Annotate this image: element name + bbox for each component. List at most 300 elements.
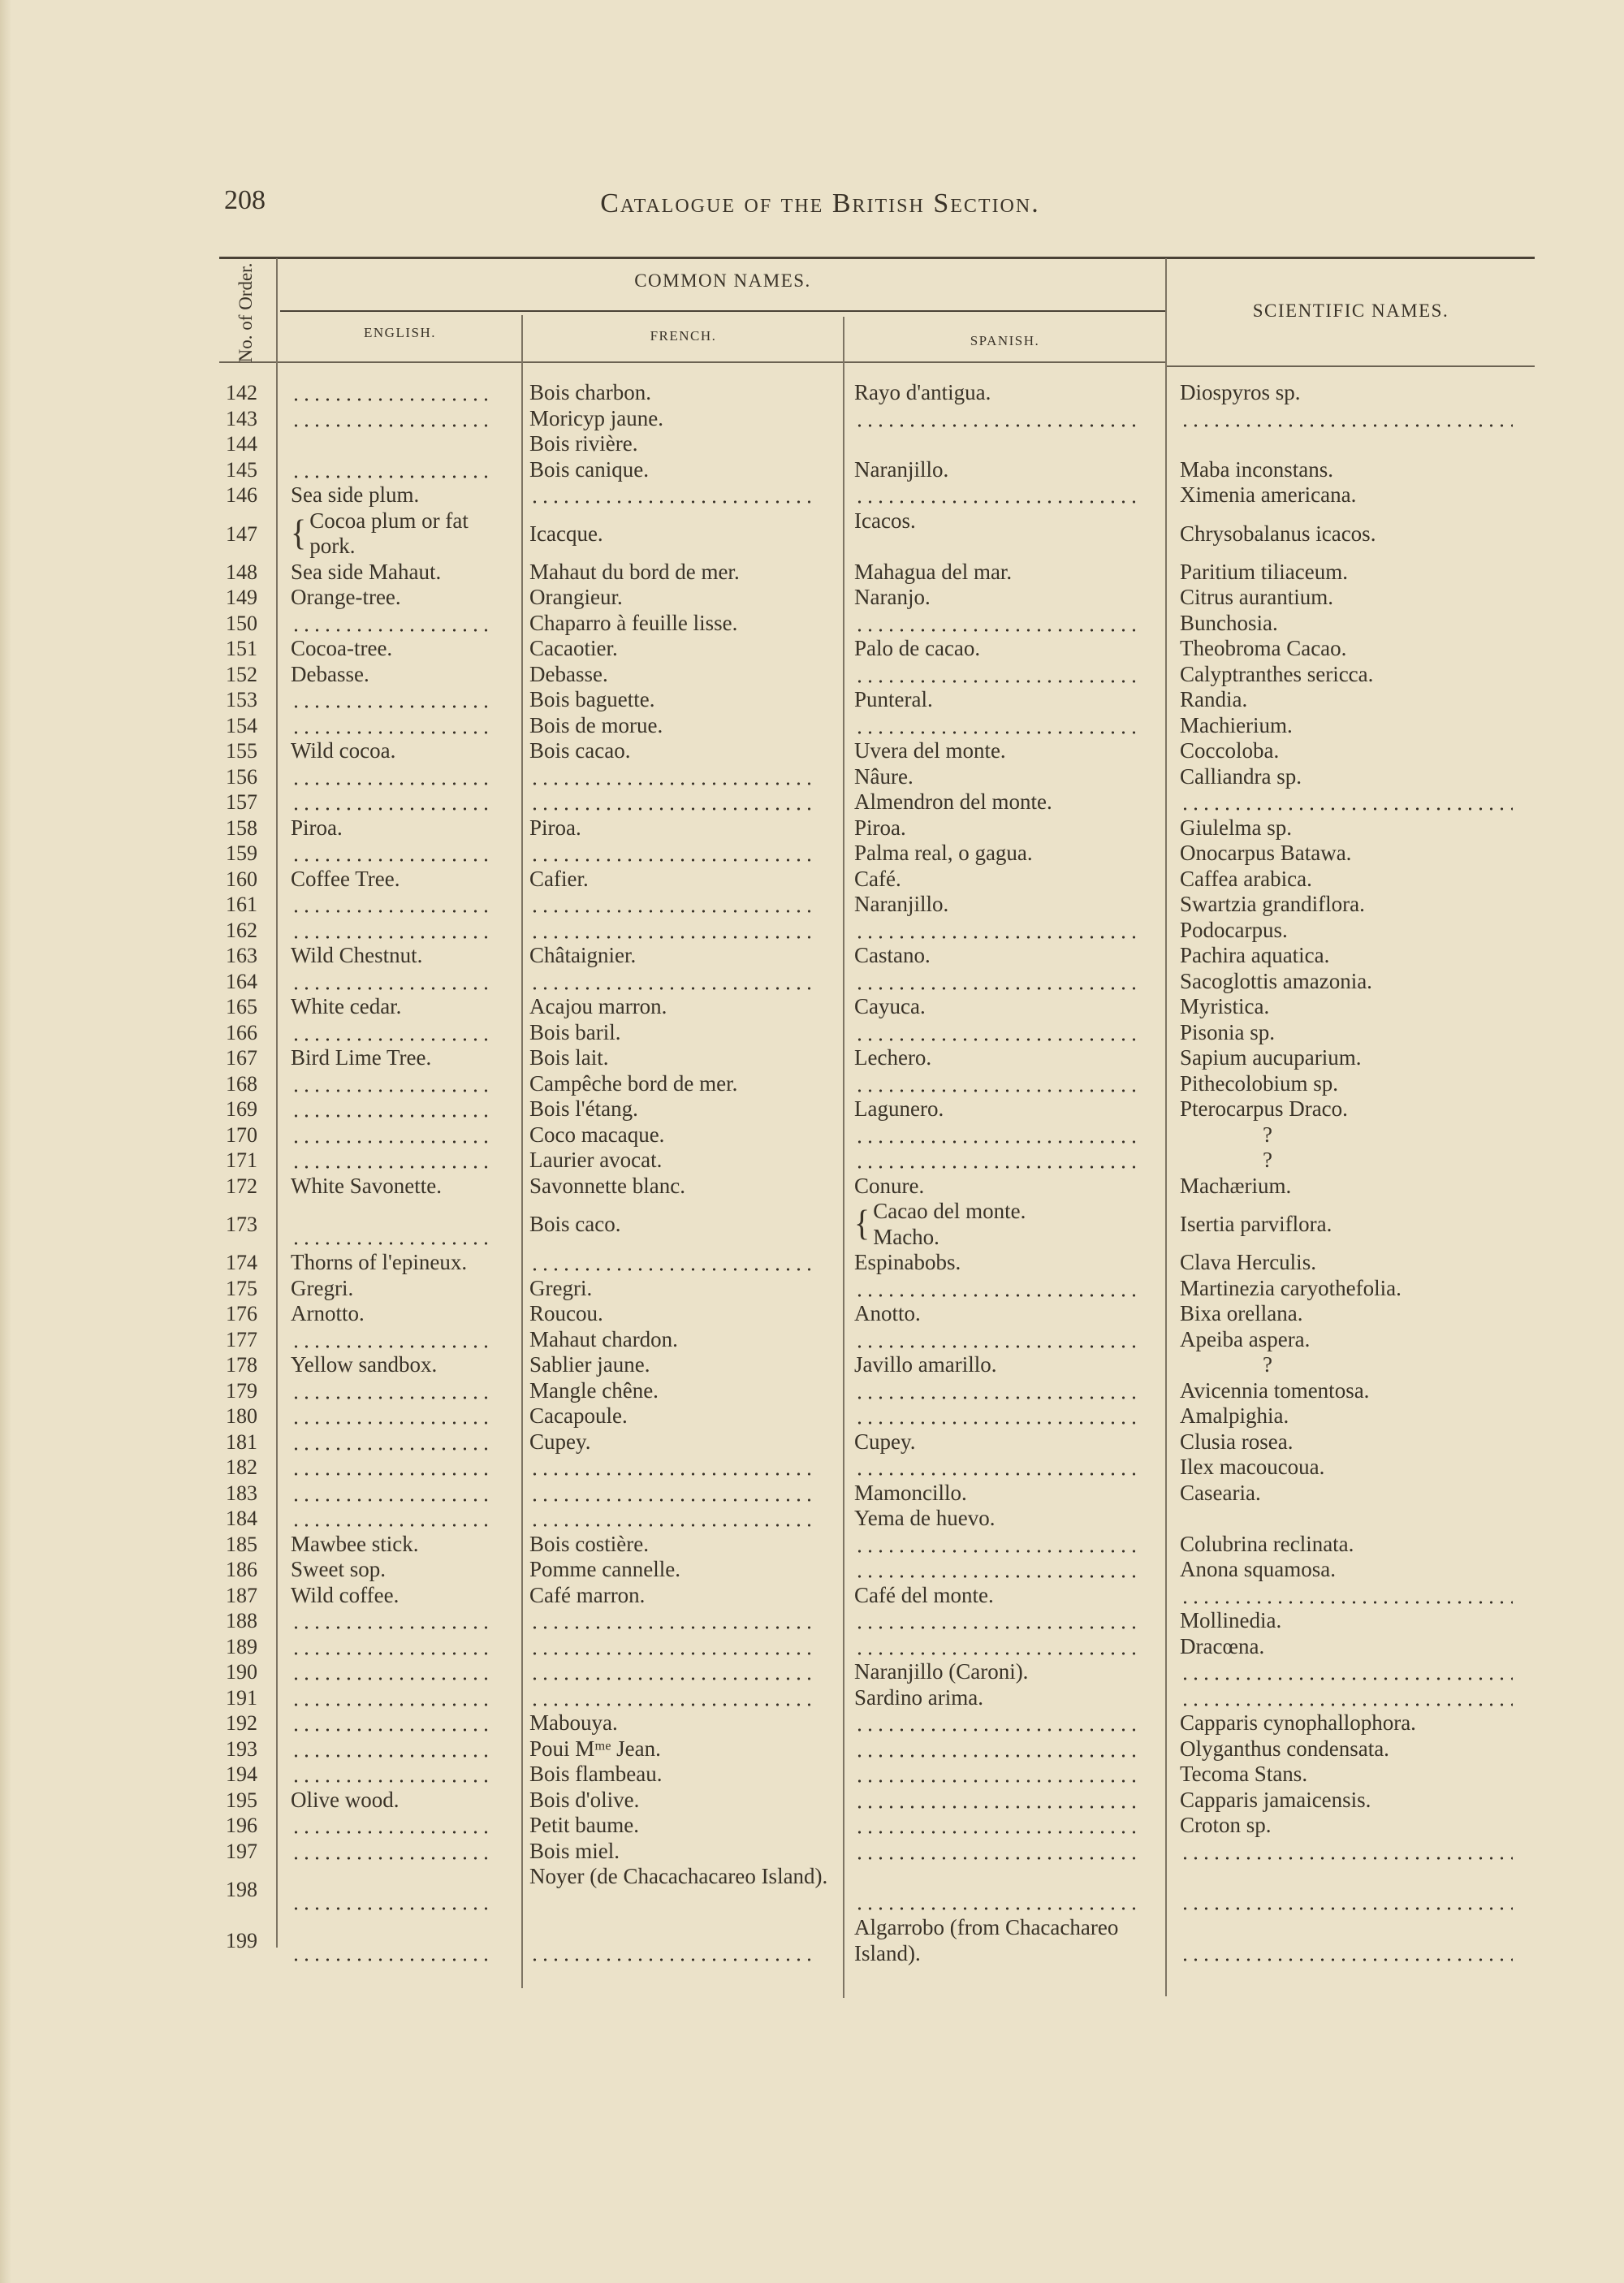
dotted-leader (291, 380, 494, 405)
dotted-leader (854, 1557, 1138, 1582)
table-row (219, 867, 1543, 893)
dotted-leader (291, 764, 494, 789)
spanish-name-cell (844, 1659, 1165, 1685)
order-number: 179 (226, 1378, 257, 1403)
order-number-cell (219, 1634, 276, 1660)
table-row (219, 969, 1543, 995)
french-name-cell (520, 687, 844, 713)
scientific-name-cell (1165, 1148, 1543, 1174)
table-row (219, 1199, 1543, 1250)
scientific-name: Calliandra sp. (1180, 763, 1302, 789)
scientific-name-cell (1165, 1276, 1543, 1302)
dotted-leader (854, 1071, 1138, 1096)
spanish-name: Lagunero. (854, 1096, 944, 1121)
order-number-cell (219, 585, 276, 611)
french-name-cell (520, 918, 844, 944)
table-row (219, 892, 1543, 918)
dotted-leader (291, 969, 494, 994)
french-name-cell (520, 662, 844, 688)
spanish-name-cell (844, 1455, 1165, 1481)
french-name-cell (520, 1634, 844, 1660)
order-number-cell (219, 1455, 276, 1481)
dotted-leader (291, 1736, 494, 1762)
english-name-cell (276, 1710, 520, 1736)
english-name: Thorns of l'epineux. (291, 1250, 468, 1274)
spanish-name-cell (844, 1532, 1165, 1558)
table-row (219, 1352, 1543, 1378)
spanish-name: Café. (854, 866, 901, 891)
english-name-cell (276, 892, 520, 918)
order-number-cell (219, 1813, 276, 1839)
spanish-name-cell (844, 1685, 1165, 1711)
spanish-name-cell (844, 662, 1165, 688)
order-number-cell (219, 1736, 276, 1762)
order-number: 174 (226, 1251, 257, 1274)
dotted-leader (529, 1940, 814, 1965)
scientific-name-cell (1165, 1583, 1543, 1609)
spanish-name: Javillo amarillo. (854, 1352, 997, 1377)
french-name-cell (520, 1710, 844, 1736)
order-number: 154 (226, 713, 257, 737)
french-name: Roucou. (529, 1301, 603, 1325)
french-name: Bois canique. (529, 456, 649, 482)
english-name-cell (276, 789, 520, 815)
scientific-name-cell (1165, 1915, 1543, 1966)
dotted-leader (529, 1685, 814, 1710)
spanish-name: Sardino arima. (854, 1684, 983, 1710)
french-name: Bois rivière. (529, 431, 638, 456)
french-name-cell (520, 1736, 844, 1762)
french-name-cell (520, 1532, 844, 1558)
english-name-cell (276, 1608, 520, 1634)
english-name: Wild cocoa. (291, 738, 396, 763)
french-name: Gregri. (529, 1275, 593, 1300)
dotted-leader (854, 1608, 1138, 1633)
french-name-cell (520, 1481, 844, 1507)
dotted-leader (854, 1122, 1138, 1148)
spanish-name: Cayuca. (854, 994, 926, 1018)
order-number-cell (219, 1608, 276, 1634)
scientific-name: Pachira aquatica. (1180, 943, 1330, 967)
french-name-cell (520, 1608, 844, 1634)
order-number: 162 (226, 918, 257, 942)
scientific-name: Capparis cynophallophora. (1180, 1710, 1416, 1735)
dotted-leader (291, 841, 494, 866)
english-name-cell (276, 662, 520, 688)
dotted-leader (854, 1788, 1138, 1813)
scientific-name: Pithecolobium sp. (1180, 1070, 1338, 1096)
english-name-cell (276, 1864, 520, 1915)
order-number-cell (219, 969, 276, 995)
spanish-name-cell (844, 764, 1165, 790)
dotted-leader (854, 1020, 1138, 1045)
french-name: Bois cacao. (529, 738, 631, 763)
french-name-cell (520, 636, 844, 662)
scientific-name: Maba inconstans. (1180, 456, 1333, 482)
scientific-name: Capparis jamaicensis. (1180, 1787, 1371, 1812)
dotted-leader (291, 1839, 494, 1864)
scientific-name-cell (1165, 636, 1543, 662)
french-name-cell (520, 1455, 844, 1481)
french-name-cell (520, 1788, 844, 1814)
english-name-cell (276, 1659, 520, 1685)
order-number-cell (219, 662, 276, 688)
order-number: 191 (226, 1685, 257, 1710)
dotted-leader (854, 1634, 1138, 1659)
scientific-name: ? (1263, 1148, 1272, 1172)
order-number-header (218, 264, 274, 361)
french-name-cell (520, 1122, 844, 1148)
french-name-cell (520, 1864, 844, 1915)
order-number-cell (219, 1429, 276, 1455)
english-name-cell (276, 1762, 520, 1788)
scientific-name-cell (1165, 380, 1543, 406)
english-name-cell (276, 1276, 520, 1302)
spanish-name-cell (844, 431, 1165, 457)
spanish-name: Cupey. (854, 1429, 916, 1454)
french-name-cell (520, 1352, 844, 1378)
order-number-cell (219, 1532, 276, 1558)
dotted-leader (291, 789, 494, 815)
order-number: 186 (226, 1558, 257, 1581)
dotted-leader (291, 457, 494, 482)
french-name: Savonnette blanc. (529, 1173, 685, 1198)
english-name-cell (276, 380, 520, 406)
english-name-cell (276, 1634, 520, 1660)
english-name-cell (276, 1174, 520, 1200)
spanish-name-cell (844, 713, 1165, 739)
english-name: Bird Lime Tree. (291, 1045, 432, 1070)
spanish-name-cell (844, 1557, 1165, 1583)
order-number: 165 (226, 995, 257, 1018)
order-number: 189 (226, 1634, 257, 1658)
order-number-cell (219, 1352, 276, 1378)
scientific-name-cell (1165, 457, 1543, 483)
english-name: Piroa. (291, 815, 343, 840)
english-name-cell (276, 1813, 520, 1839)
scientific-name-cell (1165, 1736, 1543, 1762)
spanish-name-cell (844, 1583, 1165, 1609)
scientific-name-cell (1165, 969, 1543, 995)
scientific-name: Isertia parviflora. (1180, 1212, 1332, 1236)
order-number-cell (219, 789, 276, 815)
table-row (219, 585, 1543, 611)
scientific-name: Martinezia caryothefolia. (1180, 1275, 1402, 1300)
french-name-cell (520, 713, 844, 739)
english-name-cell (276, 918, 520, 944)
dotted-leader (1180, 1889, 1513, 1914)
french-name: Cacaotier. (529, 636, 618, 660)
french-name-cell (520, 585, 844, 611)
order-number: 152 (226, 662, 257, 686)
table-row (219, 687, 1543, 713)
spanish-name: Piroa. (854, 815, 906, 840)
dotted-leader (854, 1276, 1138, 1301)
spanish-name-cell (844, 1174, 1165, 1200)
english-name: Wild coffee. (291, 1582, 400, 1607)
english-name-cell (276, 1429, 520, 1455)
dotted-leader (291, 918, 494, 943)
dotted-leader (291, 1429, 494, 1455)
french-name-cell (520, 764, 844, 790)
spanish-name: Almendron del monte. (854, 789, 1052, 814)
french-name: Bois miel. (529, 1838, 620, 1863)
french-name: Mahaut chardon. (529, 1326, 678, 1351)
dotted-leader (854, 713, 1138, 738)
spanish-name: Palma real, o gagua. (854, 841, 1033, 865)
french-name: Bois lait. (529, 1045, 609, 1070)
french-name: Sablier jaune. (529, 1352, 650, 1377)
english-name-cell (276, 943, 520, 969)
scientific-name: Apeiba aspera. (1180, 1326, 1311, 1351)
english-name: Mawbee stick. (291, 1531, 419, 1556)
english-name-cell (276, 1403, 520, 1429)
french-name-cell (520, 482, 844, 508)
order-number: 175 (226, 1276, 257, 1300)
scientific-name: Swartzia grandiflora. (1180, 892, 1365, 916)
dotted-leader (529, 1506, 814, 1531)
french-name-cell (520, 457, 844, 483)
dotted-leader (854, 1455, 1138, 1480)
dotted-leader (291, 1096, 494, 1122)
english-name-cell (276, 1481, 520, 1507)
scientific-name: Pterocarpus Draco. (1180, 1096, 1348, 1121)
table-row (219, 1685, 1543, 1711)
table-row (219, 1174, 1543, 1200)
english-name: Debasse. (291, 661, 369, 686)
french-name-cell (520, 867, 844, 893)
spanish-name-cell (844, 943, 1165, 969)
order-number-cell (219, 764, 276, 790)
french-name-cell (520, 1659, 844, 1685)
english-header: ENGLISH. (364, 325, 436, 340)
spanish-name-cell (844, 560, 1165, 586)
running-head: Catalogue of the British Section. (600, 188, 1040, 218)
spanish-name-cell (844, 1788, 1165, 1814)
dotted-leader (291, 1403, 494, 1429)
order-number-cell (219, 841, 276, 867)
dotted-leader (291, 1940, 494, 1965)
scientific-name: Podocarpus. (1180, 917, 1288, 942)
dotted-leader (854, 1889, 1138, 1914)
english-name-cell (276, 1250, 520, 1276)
english-name: Cocoa plum or fat pork. (309, 508, 469, 558)
scientific-name-cell (1165, 585, 1543, 611)
scientific-name-cell (1165, 892, 1543, 918)
dotted-leader (291, 1813, 494, 1838)
french-name: Cupey. (529, 1429, 591, 1454)
scientific-name-cell (1165, 841, 1543, 867)
english-name-cell (276, 508, 520, 560)
header-bottom-rule-right (1167, 365, 1535, 367)
english-name: Coffee Tree. (291, 866, 400, 891)
order-number-cell (219, 918, 276, 944)
order-number-cell (219, 738, 276, 764)
order-number: 193 (226, 1736, 257, 1761)
english-name-cell (276, 713, 520, 739)
scientific-name-cell (1165, 1685, 1543, 1711)
french-name-cell (520, 815, 844, 841)
dotted-leader (529, 1634, 814, 1659)
spanish-name-cell (844, 789, 1165, 815)
table-row (219, 1710, 1543, 1736)
order-number: 153 (226, 688, 257, 711)
order-number-cell (219, 1762, 276, 1788)
french-name-cell (520, 560, 844, 586)
scientific-name: Dracœna. (1180, 1633, 1265, 1658)
spanish-name-cell (844, 1352, 1165, 1378)
scientific-name-cell (1165, 764, 1543, 790)
table-row (219, 1659, 1543, 1685)
order-number-cell (219, 611, 276, 637)
french-name-cell (520, 943, 844, 969)
english-name-cell (276, 1122, 520, 1148)
dotted-leader (854, 1378, 1138, 1403)
order-number-cell (219, 431, 276, 457)
scientific-name-cell (1165, 1045, 1543, 1071)
scientific-name: Chrysobalanus icacos. (1180, 521, 1376, 546)
french-name: Mahaut du bord de mer. (529, 559, 740, 584)
dotted-leader (854, 918, 1138, 943)
order-number-cell (219, 1276, 276, 1302)
scientific-name-cell (1165, 1634, 1543, 1660)
dotted-leader (291, 1148, 494, 1173)
french-name: Chaparro à feuille lisse. (529, 610, 738, 635)
scientific-name: Bunchosia. (1180, 610, 1278, 635)
table-row (219, 713, 1543, 739)
table-row (219, 1071, 1543, 1097)
scientific-name: Machærium. (1180, 1173, 1292, 1198)
french-name: Bois de morue. (529, 712, 663, 737)
spanish-name-cell (844, 1506, 1165, 1532)
spanish-name-cell (844, 1301, 1165, 1327)
scientific-name: Sacoglottis amazonia. (1180, 968, 1372, 993)
spanish-name-cell (844, 687, 1165, 713)
dotted-leader (529, 1250, 814, 1275)
order-number: 150 (226, 611, 257, 635)
spanish-name-cell (844, 1096, 1165, 1122)
english-name-cell (276, 1788, 520, 1814)
dotted-leader (529, 482, 814, 508)
scientific-name: Paritium tiliaceum. (1180, 559, 1348, 584)
table-row (219, 611, 1543, 637)
french-name-cell (520, 1045, 844, 1071)
dotted-leader (291, 892, 494, 917)
scientific-name-cell (1165, 1199, 1543, 1250)
order-number-cell (219, 1301, 276, 1327)
order-number-cell (219, 1557, 276, 1583)
dotted-leader (854, 1327, 1138, 1352)
spanish-name-cell (844, 1915, 1165, 1966)
order-number: 184 (226, 1507, 257, 1530)
order-number: 181 (226, 1429, 257, 1454)
scientific-name: Machierium. (1180, 712, 1293, 737)
english-name-cell (276, 1378, 520, 1404)
english-name-cell (276, 1301, 520, 1327)
scientific-name-cell (1165, 1071, 1543, 1097)
spanish-name-cell (844, 1199, 1165, 1250)
order-number: 195 (226, 1788, 257, 1812)
french-name-cell (520, 406, 844, 432)
english-name: Arnotto. (291, 1301, 365, 1325)
english-name-cell (276, 764, 520, 790)
table-row (219, 662, 1543, 688)
french-name: Cacapoule. (529, 1403, 628, 1428)
order-number-cell (219, 713, 276, 739)
scientific-name: Ximenia americana. (1180, 482, 1357, 507)
scientific-name-cell (1165, 1378, 1543, 1404)
french-name: Pomme cannelle. (529, 1557, 680, 1581)
order-number: 155 (226, 739, 257, 763)
scientific-name-cell (1165, 611, 1543, 637)
english-name-cell (276, 1839, 520, 1865)
scientific-name-cell (1165, 1839, 1543, 1865)
table-row (219, 1429, 1543, 1455)
french-name-cell (520, 1378, 844, 1404)
scientific-name: Casearia. (1180, 1480, 1261, 1505)
table-row (219, 1532, 1543, 1558)
order-number: 146 (226, 483, 257, 507)
table-row (219, 560, 1543, 586)
order-number-cell (219, 380, 276, 406)
spanish-name-cell (844, 585, 1165, 611)
order-number-cell (219, 1403, 276, 1429)
order-number: 148 (226, 560, 257, 584)
spanish-name: Mamoncillo. (854, 1480, 967, 1505)
english-name-cell (276, 560, 520, 586)
scientific-name-cell (1165, 508, 1543, 560)
scientific-name-cell (1165, 406, 1543, 432)
scientific-name-cell (1165, 1710, 1543, 1736)
english-name-cell (276, 1352, 520, 1378)
french-name: Acajou marron. (529, 994, 667, 1018)
order-number-cell (219, 1199, 276, 1250)
scientific-name: ? (1263, 1122, 1272, 1147)
order-number: 178 (226, 1353, 257, 1377)
dotted-leader (529, 789, 814, 815)
scientific-name: ? (1263, 1352, 1272, 1377)
scientific-name-cell (1165, 1122, 1543, 1148)
french-name-cell (520, 1148, 844, 1174)
dotted-leader (854, 1839, 1138, 1864)
order-number: 196 (226, 1814, 257, 1837)
table-row (219, 431, 1543, 457)
scientific-names-header: SCIENTIFIC NAMES. (1252, 301, 1449, 321)
scientific-name: Clusia rosea. (1180, 1429, 1294, 1454)
french-name: Campêche bord de mer. (529, 1070, 738, 1096)
scientific-name-cell (1165, 1250, 1543, 1276)
spanish-name-cell (844, 1045, 1165, 1071)
english-name-cell (276, 636, 520, 662)
order-number-cell (219, 994, 276, 1020)
table-row (219, 1045, 1543, 1071)
dotted-leader (291, 1608, 494, 1633)
english-name: Olive wood. (291, 1787, 400, 1812)
order-number: 166 (226, 1020, 257, 1044)
scientific-name-cell (1165, 815, 1543, 841)
spanish-name-cell (844, 611, 1165, 637)
spanish-name: Rayo d'antigua. (854, 380, 991, 404)
order-number: 199 (226, 1929, 257, 1952)
french-name-cell (520, 1301, 844, 1327)
table-row (219, 1327, 1543, 1353)
french-name: Châtaignier. (529, 943, 637, 967)
scientific-name: Mollinedia. (1180, 1608, 1282, 1632)
order-number-cell (219, 1506, 276, 1532)
order-number: 147 (226, 521, 257, 546)
order-number: 188 (226, 1609, 257, 1632)
scientific-name: Onocarpus Batawa. (1180, 841, 1352, 865)
